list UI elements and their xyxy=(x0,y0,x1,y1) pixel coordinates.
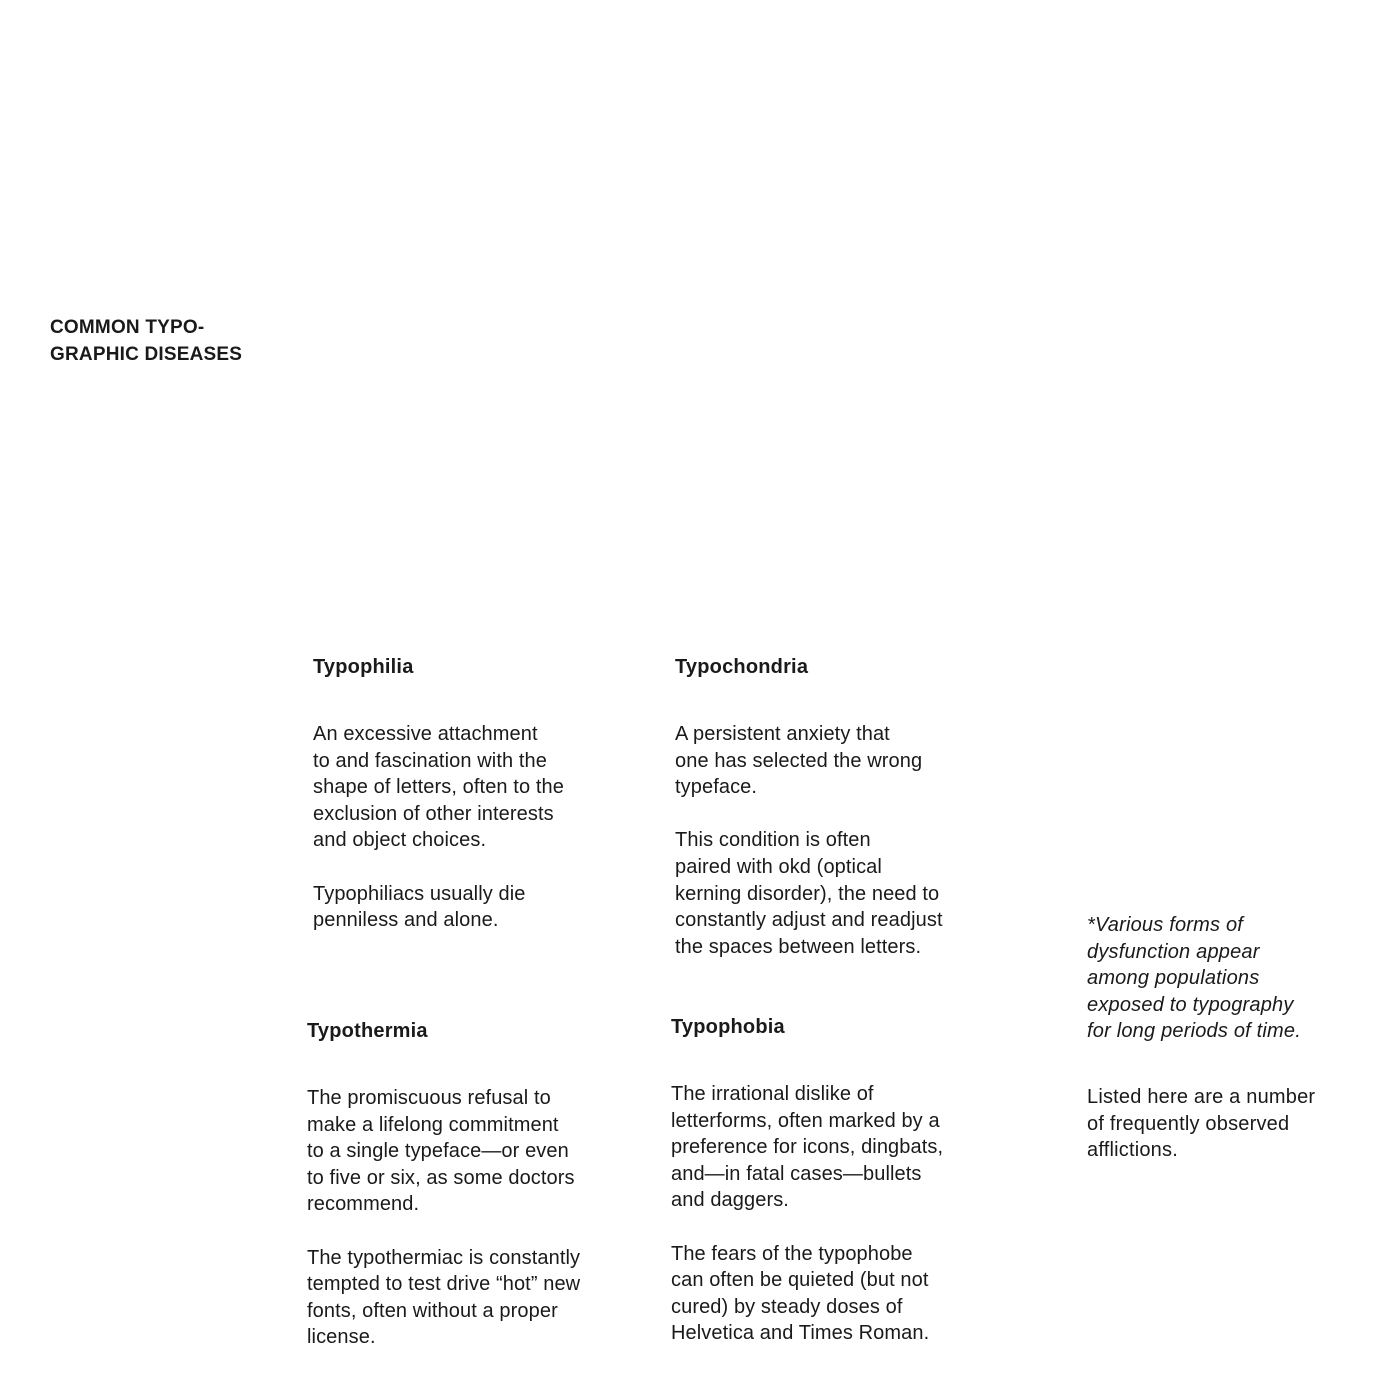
text-line: and—in fatal cases—bullets xyxy=(671,1162,922,1185)
text-line: penniless and alone. xyxy=(313,909,499,932)
text-line: typeface. xyxy=(675,776,758,799)
text-line: dysfunction appear xyxy=(1087,940,1260,963)
text-line: exposed to typography xyxy=(1087,993,1294,1016)
entry-typothermia xyxy=(307,1018,627,1351)
text-line: Listed here are a number xyxy=(1087,1086,1316,1108)
text-line: of frequently observed xyxy=(1087,1112,1290,1135)
text-line: for long periods of time. xyxy=(1087,1020,1301,1043)
text-line: Typophiliacs usually die xyxy=(313,882,526,905)
intro-note xyxy=(1087,1084,1387,1164)
text-line: This condition is often xyxy=(675,829,871,852)
text-line: *Various forms of xyxy=(1087,914,1244,936)
entry-heading: Typophilia xyxy=(313,656,414,678)
text-line: A persistent anxiety that xyxy=(675,723,890,745)
entry-description xyxy=(675,827,995,960)
entry-description xyxy=(307,1245,627,1351)
entry-typophilia xyxy=(313,654,633,934)
page-title xyxy=(50,314,242,368)
text-line: license. xyxy=(307,1326,376,1349)
text-line: The irrational dislike of xyxy=(671,1083,874,1105)
entry-definition xyxy=(671,1081,991,1214)
page-title-line-1: COMMON TYPO- xyxy=(50,317,205,338)
text-line: recommend. xyxy=(307,1193,420,1216)
text-line: to five or six, as some doctors xyxy=(307,1166,575,1189)
text-line: to and fascination with the xyxy=(313,749,547,772)
text-line: constantly adjust and readjust xyxy=(675,909,943,932)
text-line: and daggers. xyxy=(671,1189,789,1212)
text-line: to a single typeface—or even xyxy=(307,1140,569,1163)
text-line: cured) by steady doses of xyxy=(671,1295,903,1318)
text-line: the spaces between letters. xyxy=(675,935,922,958)
text-line: An excessive attachment xyxy=(313,723,538,745)
text-line: exclusion of other interests xyxy=(313,802,554,825)
text-line: The fears of the typophobe xyxy=(671,1242,913,1265)
text-line: among populations xyxy=(1087,967,1260,990)
page-title-line-2: GRAPHIC DISEASES xyxy=(50,344,243,365)
text-line: tempted to test drive “hot” new xyxy=(307,1273,581,1296)
text-line: The promiscuous refusal to xyxy=(307,1087,551,1109)
entry-heading: Typochondria xyxy=(675,656,809,678)
entry-typochondria xyxy=(675,654,995,960)
text-line: can often be quieted (but not xyxy=(671,1269,929,1292)
entry-description xyxy=(313,881,633,934)
text-line: and object choices. xyxy=(313,829,487,852)
text-line: one has selected the wrong xyxy=(675,749,923,772)
text-line: preference for icons, dingbats, xyxy=(671,1136,944,1159)
footnote-italic xyxy=(1087,912,1387,1045)
text-line: paired with okd (optical xyxy=(675,855,882,878)
entry-heading: Typothermia xyxy=(307,1020,428,1042)
text-line: The typothermiac is constantly xyxy=(307,1246,581,1269)
entry-definition xyxy=(313,721,633,854)
entry-description xyxy=(671,1241,991,1347)
text-line: kerning disorder), the need to xyxy=(675,882,940,905)
text-line: shape of letters, often to the xyxy=(313,776,564,799)
entry-definition xyxy=(307,1085,627,1218)
text-line: letterforms, often marked by a xyxy=(671,1109,940,1132)
text-line: Helvetica and Times Roman. xyxy=(671,1322,930,1345)
text-line: make a lifelong commitment xyxy=(307,1113,559,1136)
text-line: fonts, often without a proper xyxy=(307,1299,558,1322)
entry-heading: Typophobia xyxy=(671,1016,785,1038)
text-line: afflictions. xyxy=(1087,1139,1178,1162)
entry-typophobia xyxy=(671,1014,991,1347)
entry-definition xyxy=(675,721,995,801)
